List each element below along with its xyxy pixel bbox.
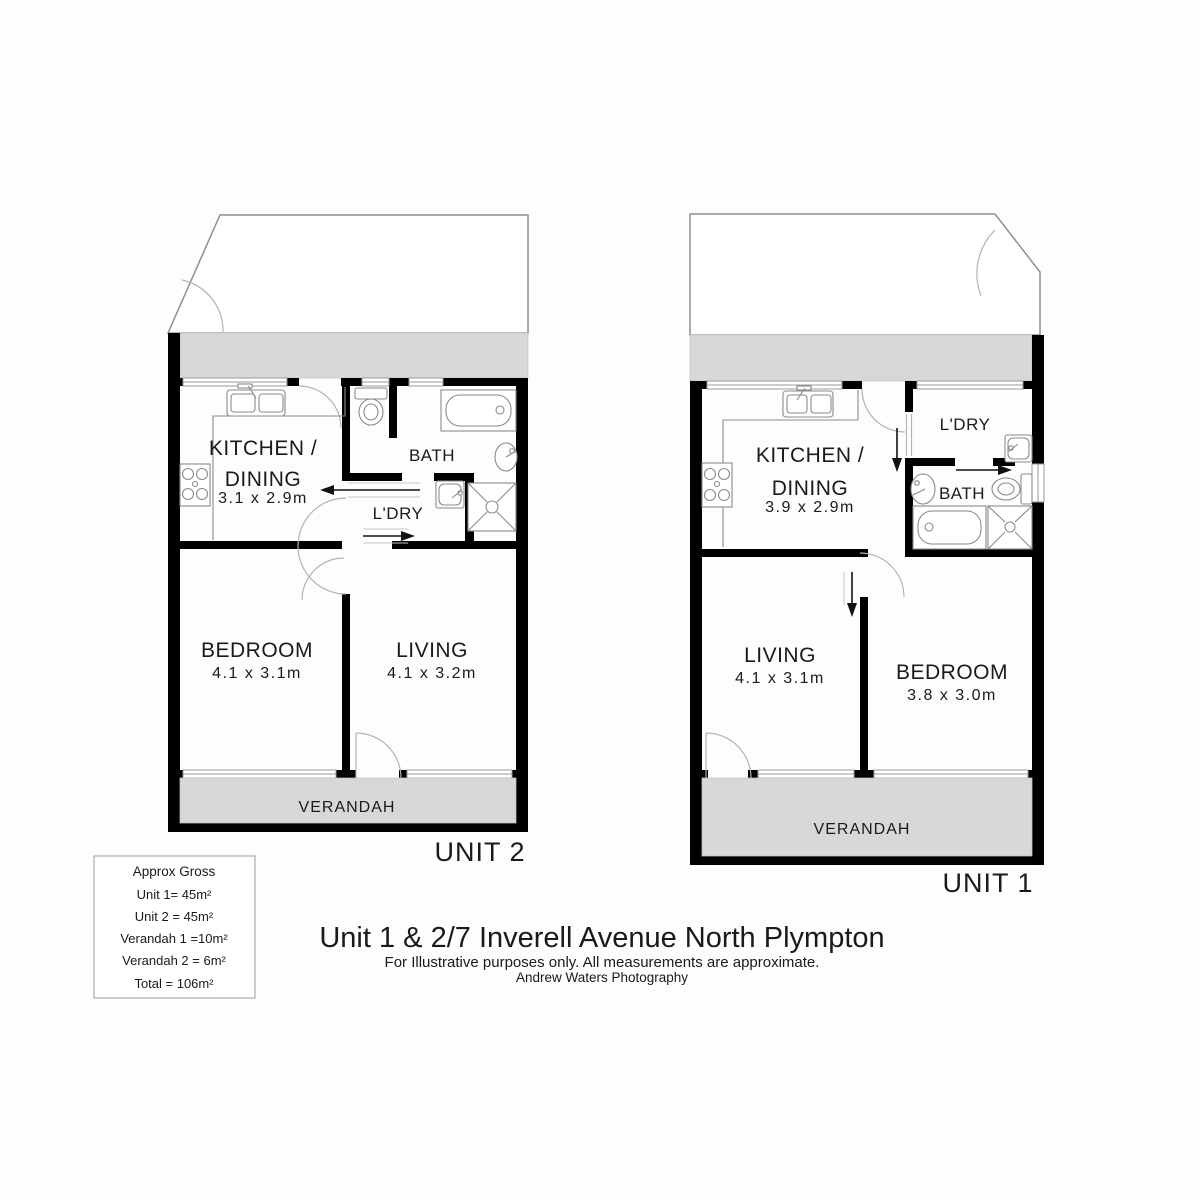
unit1-bath-label: BATH xyxy=(938,484,986,503)
unit1-kitchen-label-line2: DINING xyxy=(771,477,849,500)
legend-line-verandah1: Verandah 1 =10m² xyxy=(120,931,228,946)
unit1-living-label: LIVING xyxy=(744,644,816,667)
unit1-laundry-tub xyxy=(1005,435,1032,462)
unit1-kitchen-down-arrow xyxy=(892,428,902,472)
unit1-bathtub xyxy=(913,506,986,549)
unit1-plan xyxy=(690,214,1044,898)
unit2-roof-outline xyxy=(168,215,528,333)
unit1-bedroom-dims: 3.8 x 3.0m xyxy=(907,687,997,704)
unit1-name: UNIT 1 xyxy=(942,868,1034,898)
unit2-entry-arrow-left xyxy=(320,483,420,497)
unit2-toilet xyxy=(355,388,387,425)
unit2-sink xyxy=(227,384,285,416)
unit2-laundry-label: L'DRY xyxy=(372,504,424,523)
unit1-verandah-floor xyxy=(702,778,1032,856)
unit2-carport-paving xyxy=(180,333,528,378)
unit2-stove xyxy=(180,464,210,506)
legend-line-verandah2: Verandah 2 = 6m² xyxy=(122,953,226,968)
unit2-name: UNIT 2 xyxy=(434,837,526,867)
unit1-roof-outline xyxy=(690,214,1040,335)
unit1-interior-walls xyxy=(702,389,1032,778)
page-title: Unit 1 & 2/7 Inverell Avenue North Plympton xyxy=(319,922,885,954)
unit2-bedroom-dims: 4.1 x 3.1m xyxy=(212,665,302,682)
unit2-basin xyxy=(495,443,517,471)
unit2-laundry-tub xyxy=(436,481,464,508)
unit1-toilet xyxy=(992,474,1032,504)
unit1-sink xyxy=(783,386,833,417)
unit2-shower xyxy=(468,483,516,531)
unit2-living-dims: 4.1 x 3.2m xyxy=(387,665,477,682)
unit1-living-dims: 4.1 x 3.1m xyxy=(735,670,825,687)
unit1-stove xyxy=(702,463,732,507)
legend-line-unit1: Unit 1= 45m² xyxy=(136,887,212,902)
unit2-kitchen-label-line2: DINING xyxy=(224,468,302,491)
unit1-basin xyxy=(911,474,935,504)
unit2-plan xyxy=(168,215,528,867)
unit1-bedroom-label: BEDROOM xyxy=(895,661,1009,684)
page-subtitle: For Illustrative purposes only. All measurements are approximate. xyxy=(384,954,820,971)
unit1-kitchen-label-line1: KITCHEN / xyxy=(755,444,865,467)
unit2-exit-arrow-right xyxy=(363,529,415,543)
legend-box xyxy=(94,856,255,998)
unit2-verandah-label: VERANDAH xyxy=(298,799,396,816)
unit1-bath-right-arrow xyxy=(956,465,1012,475)
unit2-bedroom-label: BEDROOM xyxy=(200,639,314,662)
legend-line-total: Total = 106m² xyxy=(134,976,214,991)
unit1-kitchen-dims: 3.9 x 2.9m xyxy=(765,499,855,516)
unit2-bath-label: BATH xyxy=(408,446,456,465)
unit1-living-down-arrow xyxy=(844,572,857,617)
unit1-verandah-label: VERANDAH xyxy=(813,821,911,838)
legend-heading: Approx Gross xyxy=(132,864,216,879)
unit1-shower xyxy=(988,506,1032,549)
unit1-carport-paving xyxy=(690,335,1032,381)
unit2-kitchen-dims: 3.1 x 2.9m xyxy=(218,490,308,507)
title-block xyxy=(319,922,884,985)
unit1-windows xyxy=(707,381,1044,778)
unit2-bathtub xyxy=(441,390,516,431)
unit2-kitchen-label-line1: KITCHEN / xyxy=(208,437,318,460)
unit1-laundry-label: L'DRY xyxy=(939,415,991,434)
unit2-living-label: LIVING xyxy=(396,639,468,662)
page-credit: Andrew Waters Photography xyxy=(515,970,689,985)
legend-line-unit2: Unit 2 = 45m² xyxy=(134,909,214,924)
